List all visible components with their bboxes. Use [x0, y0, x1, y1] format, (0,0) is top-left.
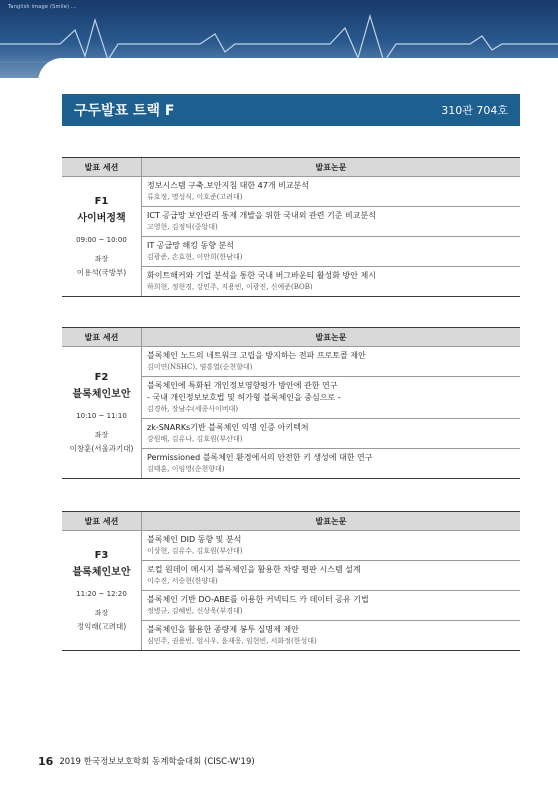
session-name: 사이버정책: [77, 212, 126, 224]
session-time: 10:10 ~ 11:10: [76, 411, 127, 420]
paper-item: [142, 591, 520, 621]
header-paper: 발표논문: [315, 162, 347, 172]
session-name: 블록체인보안: [72, 388, 131, 400]
paper-subtitle: - 국내 개인정보보호법 및 허가형 블록체인을 중심으로 -: [147, 393, 341, 402]
paper-title: 로컬 원데이 메시지 블록체인을 활용한 차량 평판 시스템 설계: [147, 565, 361, 574]
table-header: [62, 158, 520, 177]
session-table-f1: [62, 157, 520, 297]
paper-title: Permissioned 블록체인 환경에서의 안전한 키 생성에 대한 연구: [147, 453, 373, 462]
session-chair: 이용석(국방부): [76, 267, 127, 277]
table-header: [62, 512, 520, 531]
paper-authors: 이상현, 김유수, 김호원(부산대): [147, 547, 243, 555]
paper-title: zk-SNARKs기반 블록체인 익명 인증 아키텍처: [147, 423, 309, 432]
paper-title: 블록체인 노드의 네트워크 고립을 방지하는 전파 프로토콜 제안: [147, 351, 366, 360]
header-session: 발표 세션: [62, 158, 142, 176]
track-room: 310관 704호: [441, 104, 508, 117]
paper-item: [142, 531, 520, 561]
session-chair: 정익래(고려대): [76, 621, 127, 631]
session-code: F2: [94, 371, 109, 383]
paper-list: [142, 531, 520, 650]
paper-title: 블록체인 기반 DO-ABE를 이용한 커넥티드 카 데이터 공유 기법: [147, 595, 369, 604]
track-title: 구두발표 트랙 F: [74, 103, 175, 119]
paper-authors: 김미연(NSHC), 염흥열(순천향대): [147, 363, 253, 371]
paper-authors: 김태훈, 이임영(순천향대): [147, 465, 225, 473]
session-chair: 이창훈(서울과기대): [69, 443, 134, 453]
header-session: 발표 세션: [62, 328, 142, 346]
paper-authors: 류호정, 명성식, 이호준(고려대): [147, 193, 243, 201]
paper-item: [142, 621, 520, 650]
paper-item: [142, 267, 520, 296]
paper-item: [142, 237, 520, 267]
header-paper: 발표논문: [315, 516, 347, 526]
paper-item: [142, 419, 520, 449]
header-session: 발표 세션: [62, 512, 142, 530]
paper-title: ICT 공급망 보안관리 통제 개발을 위한 국내외 관련 기준 비교분석: [147, 211, 376, 220]
paper-authors: 김광준, 손효현, 이만희(한남대): [147, 253, 243, 261]
chair-label: 좌장: [94, 254, 109, 263]
paper-authors: 정병규, 김혜빈, 신상욱(부경대): [147, 607, 243, 615]
paper-item: [142, 449, 520, 478]
session-info: [62, 531, 142, 650]
chair-label: 좌장: [94, 430, 109, 439]
session-table-f3: [62, 511, 520, 651]
session-code: F3: [94, 549, 109, 561]
paper-item: [142, 207, 520, 237]
paper-authors: 하희현, 정현경, 강민주, 지용빈, 이광진, 신예준(BOB): [147, 283, 313, 291]
session-code: F1: [94, 195, 109, 207]
paper-title: 화이트해커와 기업 분석을 통한 국내 버그바운티 활성화 방안 제시: [147, 271, 376, 280]
paper-authors: 고영현, 김정덕(중앙대): [147, 223, 218, 231]
session-table-f2: [62, 327, 520, 479]
banner-caption: Tanglish image (Smile) ...: [8, 4, 77, 10]
paper-item: [142, 561, 520, 591]
header-paper: 발표논문: [315, 332, 347, 342]
paper-item: [142, 177, 520, 207]
paper-title: IT 공급망 해킹 동향 분석: [147, 241, 234, 250]
paper-list: [142, 347, 520, 478]
session-time: 11:20 ~ 12:20: [76, 589, 127, 598]
session-time: 09:00 ~ 10:00: [76, 235, 127, 244]
page-footer: [38, 754, 255, 768]
paper-title: 블록체인을 활용한 종량제 봉투 실명제 제안: [147, 625, 299, 634]
paper-item: [142, 347, 520, 377]
paper-authors: 이수진, 서승현(한양대): [147, 577, 218, 585]
session-name: 블록체인보안: [72, 566, 131, 578]
paper-item: [142, 377, 520, 419]
paper-authors: 강원배, 김유나, 김호원(부산대): [147, 435, 243, 443]
paper-authors: 심민주, 권용빈, 엄시우, 윤재웅, 임현빈, 서화정(한성대): [147, 637, 317, 645]
paper-authors: 김경하, 장남수(세종사이버대): [147, 405, 239, 413]
table-header: [62, 328, 520, 347]
session-info: [62, 347, 142, 478]
page-number: 16: [38, 754, 54, 768]
session-info: [62, 177, 142, 296]
track-header: [62, 94, 520, 126]
chair-label: 좌장: [94, 608, 109, 617]
paper-title: 정보시스템 구축.보안지침 대한 47개 비교분석: [147, 181, 309, 190]
paper-title: 블록체인에 특화된 개인정보영향평가 방안에 관한 연구: [147, 381, 338, 390]
paper-list: [142, 177, 520, 296]
paper-title: 블록체인 DID 동향 및 분석: [147, 535, 242, 544]
footer-text: 2019 한국정보보호학회 동계학술대회 (CISC-W'19): [59, 757, 255, 767]
